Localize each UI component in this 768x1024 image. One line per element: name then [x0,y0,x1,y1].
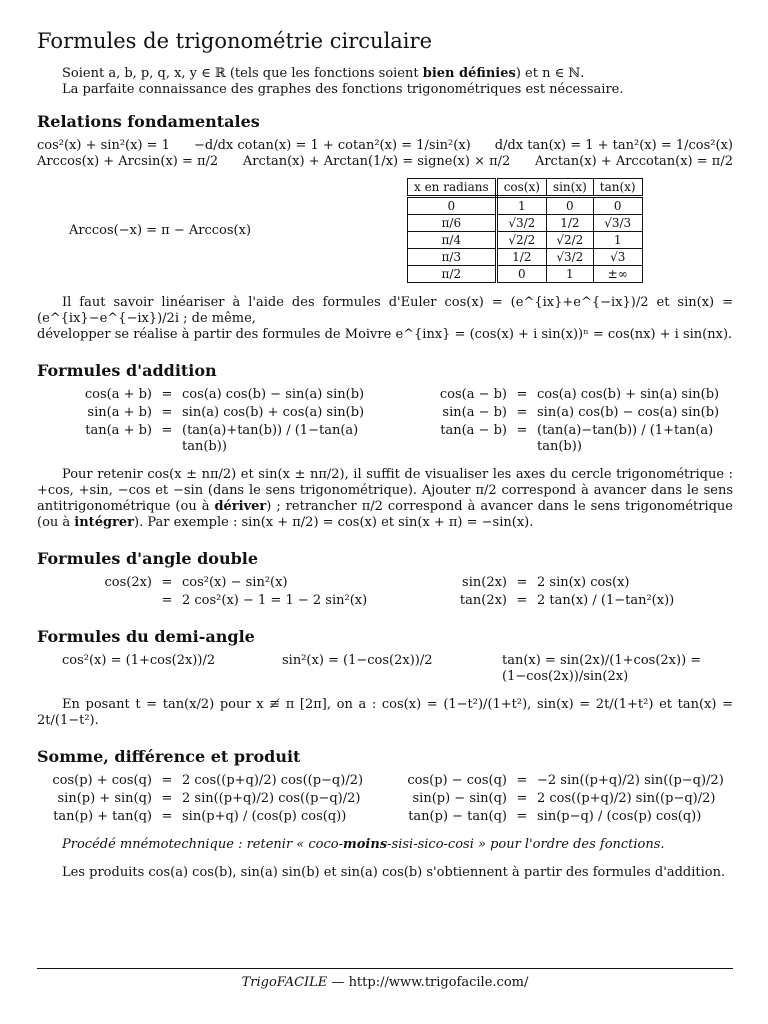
table-cell: √3/2 [546,249,593,266]
formula-lhs: sin(2x) [462,575,507,590]
formula-lhs: tan(p) + tan(q) [53,809,152,824]
table-cell: √3 [593,249,642,266]
addition-paragraph: Pour retenir cos(x ± nπ/2) et sin(x ± nπ/2), il suffit de visualiser les axes du cercle trigonométrique : +cos, +sin, −cos et −sin (dans le sens trigonométrique). Ajouter π/2 correspond à avancer dans le sens antitrigonométrique (ou à dériver) ; retrancher π/2 correspond à avancer dans le sens trigonométrique (ou à intégrer). Par exemple : sin(x + π/2) = cos(x) et sin(x + π) = −sin(x). [37,467,733,530]
section-heading: Somme, différence et produit [37,747,301,766]
intro [37,66,733,98]
footer-brand: TrigoFACILE [241,975,328,990]
equals-sign: = [161,387,173,402]
table-header: sin(x) [546,179,593,197]
formula-lhs: tan(a − b) [440,423,507,438]
values-table [407,178,643,283]
equals-sign: = [516,593,528,608]
formula-rhs: cos²(x) − sin²(x) [182,575,288,590]
table-cell: √3/3 [593,215,642,232]
formula-lhs: cos(p) + cos(q) [52,773,152,788]
formula-rhs: (tan(a)−tan(b)) / (1+tan(a) tan(b)) [537,423,714,454]
formula-lhs: tan(a + b) [85,423,152,438]
section-addition [37,361,733,531]
formula-lhs: sin(a − b) [442,405,507,420]
table-header: x en radians [408,179,497,197]
intro-line-2: La parfaite connaissance des graphes des fonctions trigonométriques est nécessaire. [62,82,624,97]
table-cell: π/4 [408,232,497,249]
formula-lhs: sin(p) − sin(q) [412,791,507,806]
formula: Arccos(x) + Arcsin(x) = π/2 [37,154,219,169]
formula-lhs [37,593,152,609]
half-angle-substitution: En posant t = tan(x/2) pour x ≢ π [2π], on a : cos(x) = (1−t²)/(1+t²), sin(x) = 2t/(1+t²) et tan(x) = 2t/(1−t²). [37,697,733,728]
page-title: Formules de trigonométrie circulaire [37,29,432,53]
values-block [37,178,733,283]
equals-sign: = [161,423,173,438]
formula-lhs: cos(a + b) [84,387,152,402]
formula-rhs: (tan(a)+tan(b)) / (1−tan(a) tan(b)) [182,423,359,454]
formula-rhs: 2 cos²(x) − 1 = 1 − 2 sin²(x) [182,593,368,608]
formula: sin²(x) = (1−cos(2x))/2 [282,653,433,668]
table-row [408,266,643,283]
arccos-identity: Arccos(−x) = π − Arccos(x) [69,222,252,238]
equals-sign: = [161,809,173,824]
table-row [408,197,643,215]
section-half-angle [37,627,733,729]
table-header: cos(x) [496,179,546,197]
table-cell: 0 [593,197,642,215]
table-cell: 1/2 [546,215,593,232]
formula-rhs: 2 sin((p+q)/2) cos((p−q)/2) [182,791,361,806]
formula: −d/dx cotan(x) = 1 + cotan²(x) = 1/sin²(x) [194,138,471,153]
section-double-angle [37,549,733,609]
formula-rhs: sin(p−q) / (cos(p) cos(q)) [537,809,702,824]
formula-sheet [37,28,733,891]
equals-sign: = [516,773,528,788]
formula-rhs: sin(a) cos(b) + cos(a) sin(b) [182,405,365,420]
section-heading: Relations fondamentales [37,112,260,131]
equals-sign: = [516,423,528,438]
formula-lhs: cos(2x) [104,575,152,590]
formula-lhs: cos(p) − cos(q) [407,773,507,788]
table-cell: √2/2 [496,232,546,249]
section-heading: Formules du demi-angle [37,627,255,646]
section-sum-product [37,747,733,881]
formula-lhs: sin(a + b) [87,405,152,420]
table-cell: 1 [496,197,546,215]
formula-rhs: 2 tan(x) / (1−tan²(x)) [537,593,675,608]
formula: cos²(x) + sin²(x) = 1 [37,138,170,153]
table-cell: 0 [546,197,593,215]
table-cell: π/3 [408,249,497,266]
formula-row [37,138,733,154]
table-row [408,232,643,249]
section-heading: Formules d'angle double [37,549,259,568]
equals-sign: = [516,809,528,824]
addition-grid [37,387,733,455]
equals-sign: = [161,593,173,608]
footer-url[interactable]: http://www.trigofacile.com/ [348,975,529,990]
formula: d/dx tan(x) = 1 + tan²(x) = 1/cos²(x) [494,138,733,153]
double-grid [37,575,733,609]
formula-lhs: tan(p) − tan(q) [408,809,507,824]
formula-rhs: −2 sin((p+q)/2) sin((p−q)/2) [537,773,724,788]
formula: Arctan(x) + Arctan(1/x) = signe(x) × π/2 [242,154,511,169]
formula-rhs: cos(a) cos(b) − sin(a) sin(b) [182,387,365,402]
table-cell: π/6 [408,215,497,232]
formula-rhs: 2 cos((p+q)/2) cos((p−q)/2) [182,773,364,788]
table-header-row [408,179,643,197]
formula: tan(x) = sin(2x)/(1+cos(2x)) = (1−cos(2x))/sin(2x) [502,653,702,684]
half-angle-row [37,653,733,685]
formula-rhs: 2 cos((p+q)/2) sin((p−q)/2) [537,791,716,806]
table-cell: √3/2 [496,215,546,232]
table-cell: 1 [546,266,593,283]
intro-line-1: Soient a, b, p, q, x, y ∈ ℝ (tels que les fonctions soient bien définies) et n ∈ ℕ. [62,66,585,81]
table-row [408,215,643,232]
equals-sign: = [161,791,173,806]
formula-lhs: sin(p) + sin(q) [57,791,152,806]
table-cell: 0 [408,197,497,215]
section-relations [37,112,733,343]
table-row [408,249,643,266]
table-header: tan(x) [593,179,642,197]
equals-sign: = [516,387,528,402]
section-heading: Formules d'addition [37,361,217,380]
equals-sign: = [516,791,528,806]
equals-sign: = [161,405,173,420]
equals-sign: = [516,405,528,420]
equals-sign: = [516,575,528,590]
formula-rhs: sin(a) cos(b) − cos(a) sin(b) [537,405,720,420]
formula: cos²(x) = (1+cos(2x))/2 [62,653,216,668]
table-cell: 1 [593,232,642,249]
formula: Arctan(x) + Arccotan(x) = π/2 [534,154,733,169]
page-footer [37,968,733,991]
footer-separator: — [327,975,349,990]
mnemonic-note: Procédé mnémotechnique : retenir « coco-moins-sisi-sico-cosi » pour l'ordre des fonctions. [62,837,665,852]
sum-grid [37,773,733,825]
table-cell: 0 [496,266,546,283]
formula-rhs: sin(p+q) / (cos(p) cos(q)) [182,809,347,824]
formula-lhs: cos(a − b) [439,387,507,402]
formula-row [37,154,733,170]
table-cell: ±∞ [593,266,642,283]
table-cell: π/2 [408,266,497,283]
equals-sign: = [161,575,173,590]
formula-lhs: tan(2x) [459,593,507,608]
formula-rhs: cos(a) cos(b) + sin(a) sin(b) [537,387,720,402]
equals-sign: = [161,773,173,788]
euler-line-1: Il faut savoir linéariser à l'aide des formules d'Euler cos(x) = (e^{ix}+e^{−ix})/2 et sin(x) = (e^{ix}−e^{−ix})/2i ; de même, [37,295,733,326]
table-cell: 1/2 [496,249,546,266]
formula-rhs: 2 sin(x) cos(x) [537,575,630,590]
table-cell: √2/2 [546,232,593,249]
products-note: Les produits cos(a) cos(b), sin(a) sin(b) et sin(a) cos(b) s'obtiennent à partir des formules d'addition. [62,865,726,880]
euler-line-2: développer se réalise à partir des formules de Moivre e^{inx} = (cos(x) + i sin(x))ⁿ = cos(nx) + i sin(nx). [37,327,733,342]
